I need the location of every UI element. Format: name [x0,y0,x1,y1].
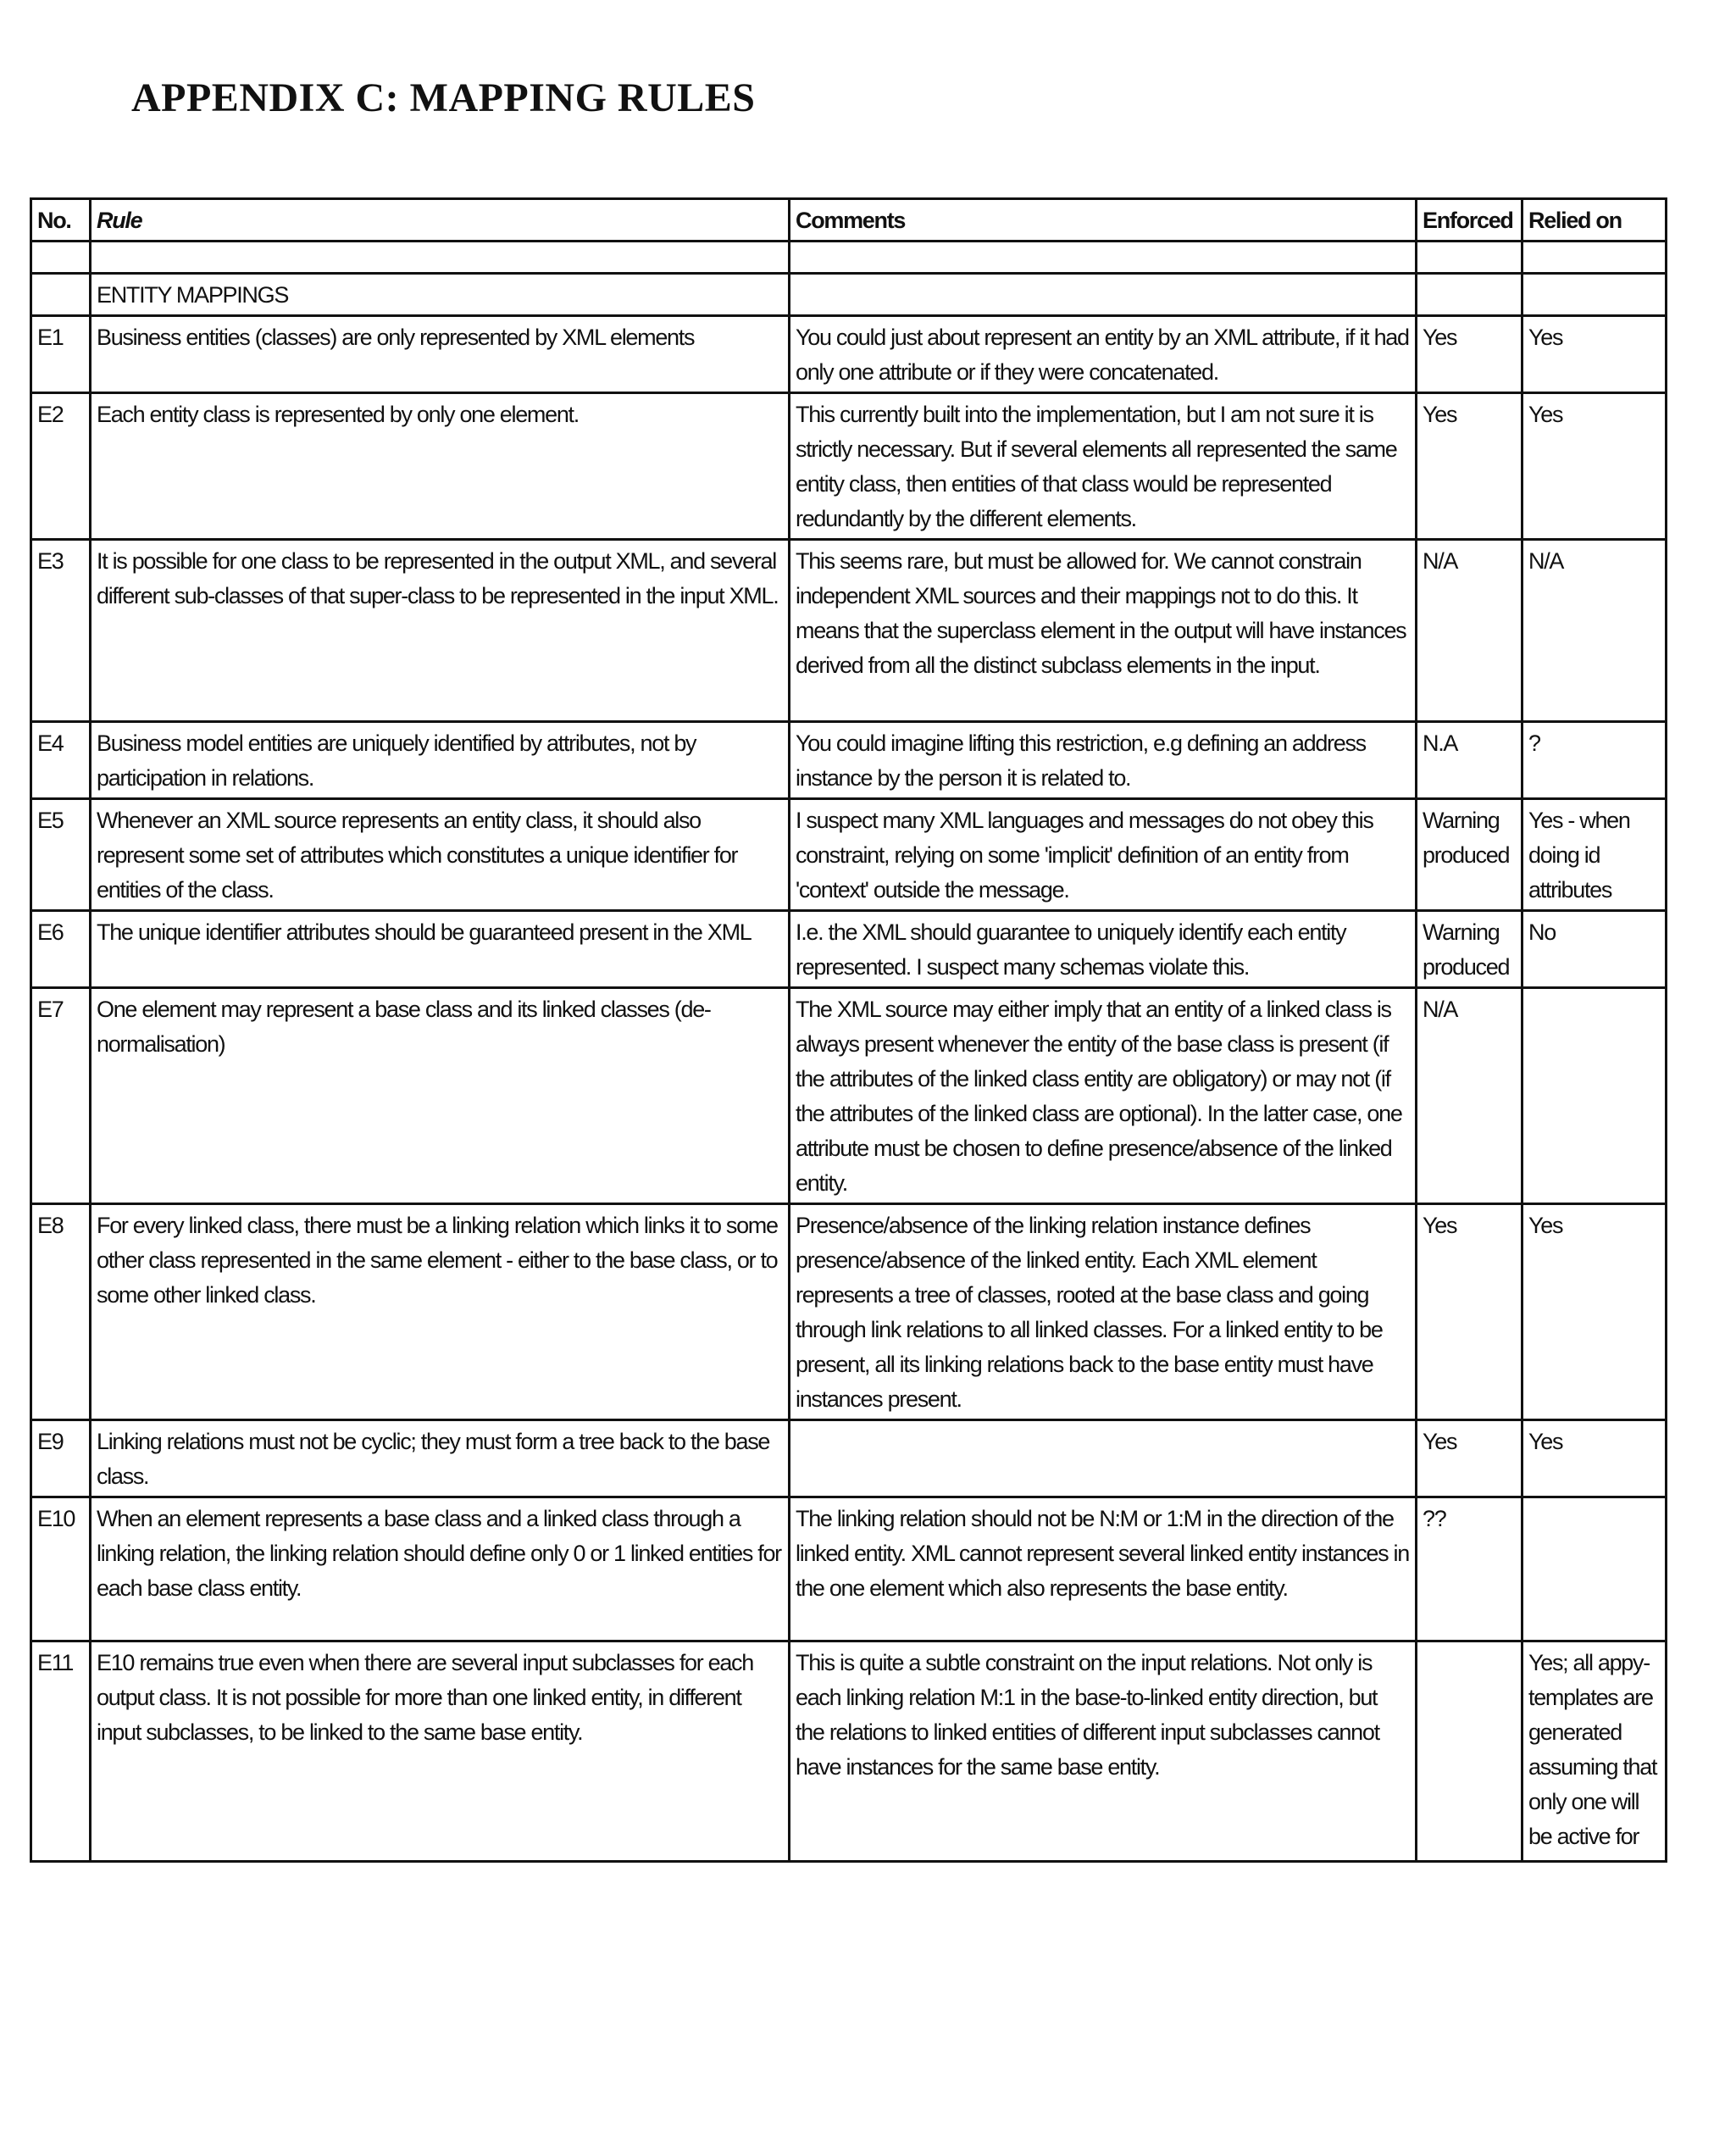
rule-relied-on: Yes [1522,316,1667,393]
rule-relied-on: No [1522,911,1667,988]
table-row [31,911,1667,988]
rule-enforced: N/A [1417,988,1522,1204]
rule-comment: You could imagine lifting this restriction, e.g defining an address instance by the person it is related to. [790,722,1417,799]
column-header-relied-on: Relied on [1522,199,1667,242]
column-header-comments: Comments [790,199,1417,242]
blank-row [31,242,1667,274]
rule-text: E10 remains true even when there are several input subclasses for each output class. It is not possible for more than one linked entity, in different input subclasses, to be linked to the same base entity. [91,1641,790,1862]
column-header-rule: Rule [91,199,790,242]
rule-relied-on: ? [1522,722,1667,799]
table-row [31,1420,1667,1497]
rule-number: E5 [31,799,91,911]
section-title: ENTITY MAPPINGS [91,274,790,316]
rule-comment: You could just about represent an entity by an XML attribute, if it had only one attribute or if they were concatenated. [790,316,1417,393]
rule-text: The unique identifier attributes should be guaranteed present in the XML [91,911,790,988]
table-header-row [31,199,1667,242]
rule-number: E6 [31,911,91,988]
rule-text: Each entity class is represented by only one element. [91,393,790,540]
rule-comment [790,1420,1417,1497]
rule-enforced: Warning produced [1417,911,1522,988]
rule-number: E2 [31,393,91,540]
rule-number: E9 [31,1420,91,1497]
page-title: APPENDIX C: MAPPING RULES [131,75,756,120]
rule-relied-on: Yes [1522,393,1667,540]
rule-number: E7 [31,988,91,1204]
rule-comment: I suspect many XML languages and messages do not obey this constraint, relying on some 'implicit' definition of an entity from 'context' outside the message. [790,799,1417,911]
table-row [31,988,1667,1204]
mapping-rules-table [30,197,1667,1863]
rule-number: E4 [31,722,91,799]
rule-comment: Presence/absence of the linking relation instance defines presence/absence of the linked entity. Each XML element represents a tree of classes, rooted at the base class and going through link relations to all linked classes. For a linked entity to be present, all its linking relations back to the base entity must have instances present. [790,1204,1417,1420]
rule-enforced: N.A [1417,722,1522,799]
rule-enforced [1417,1641,1522,1862]
rule-text: Business entities (classes) are only represented by XML elements [91,316,790,393]
rule-enforced: Warning produced [1417,799,1522,911]
rule-text: One element may represent a base class and its linked classes (de-normalisation) [91,988,790,1204]
column-header-enforced: Enforced [1417,199,1522,242]
rule-number: E3 [31,540,91,722]
rule-comment: The XML source may either imply that an entity of a linked class is always present whenever the entity of the base class is present (if the attributes of the linked class entity are obligatory) or may not (if the attributes of the linked class are optional). In the latter case, one attribute must be chosen to define presence/absence of the linked entity. [790,988,1417,1204]
rule-relied-on: Yes - when doing id attributes [1522,799,1667,911]
rule-enforced: Yes [1417,1420,1522,1497]
table-row [31,1204,1667,1420]
rule-number: E8 [31,1204,91,1420]
rule-enforced: ?? [1417,1497,1522,1641]
rule-enforced: Yes [1417,1204,1522,1420]
rule-relied-on [1522,1497,1667,1641]
rule-relied-on: Yes [1522,1420,1667,1497]
rule-relied-on: Yes [1522,1204,1667,1420]
rule-relied-on: Yes; all appy-templates are generated assuming that only one will be active for [1522,1641,1667,1862]
table-row [31,1497,1667,1641]
rule-comment: I.e. the XML should guarantee to uniquely identify each entity represented. I suspect many schemas violate this. [790,911,1417,988]
rule-number: E1 [31,316,91,393]
rule-text: When an element represents a base class and a linked class through a linking relation, the linking relation should define only 0 or 1 linked entities for each base class entity. [91,1497,790,1641]
rule-enforced: N/A [1417,540,1522,722]
table-row [31,393,1667,540]
table-row [31,540,1667,722]
rule-text: Business model entities are uniquely identified by attributes, not by participation in relations. [91,722,790,799]
rule-number: E11 [31,1641,91,1862]
rule-enforced: Yes [1417,316,1522,393]
rule-enforced: Yes [1417,393,1522,540]
table-row [31,316,1667,393]
table-row [31,1641,1667,1862]
rule-text: Linking relations must not be cyclic; they must form a tree back to the base class. [91,1420,790,1497]
rule-number: E10 [31,1497,91,1641]
rule-comment: This currently built into the implementation, but I am not sure it is strictly necessary. But if several elements all represented the same entity class, then entities of that class would be represented redundantly by the different elements. [790,393,1417,540]
rule-comment: This is quite a subtle constraint on the input relations. Not only is each linking relation M:1 in the base-to-linked entity direction, but the relations to linked entities of different input subclasses cannot have instances for the same base entity. [790,1641,1417,1862]
rule-text: It is possible for one class to be represented in the output XML, and several different sub-classes of that super-class to be represented in the input XML. [91,540,790,722]
table-row [31,799,1667,911]
rule-comment: The linking relation should not be N:M or 1:M in the direction of the linked entity. XML cannot represent several linked entity instances in the one element which also represents the base entity. [790,1497,1417,1641]
column-header-no: No. [31,199,91,242]
rule-relied-on: N/A [1522,540,1667,722]
rule-comment: This seems rare, but must be allowed for. We cannot constrain independent XML sources and their mappings not to do this. It means that the superclass element in the output will have instances derived from all the distinct subclass elements in the input. [790,540,1417,722]
section-row [31,274,1667,316]
table-row [31,722,1667,799]
rule-text: Whenever an XML source represents an entity class, it should also represent some set of attributes which constitutes a unique identifier for entities of the class. [91,799,790,911]
rule-relied-on [1522,988,1667,1204]
rule-text: For every linked class, there must be a linking relation which links it to some other class represented in the same element - either to the base class, or to some other linked class. [91,1204,790,1420]
